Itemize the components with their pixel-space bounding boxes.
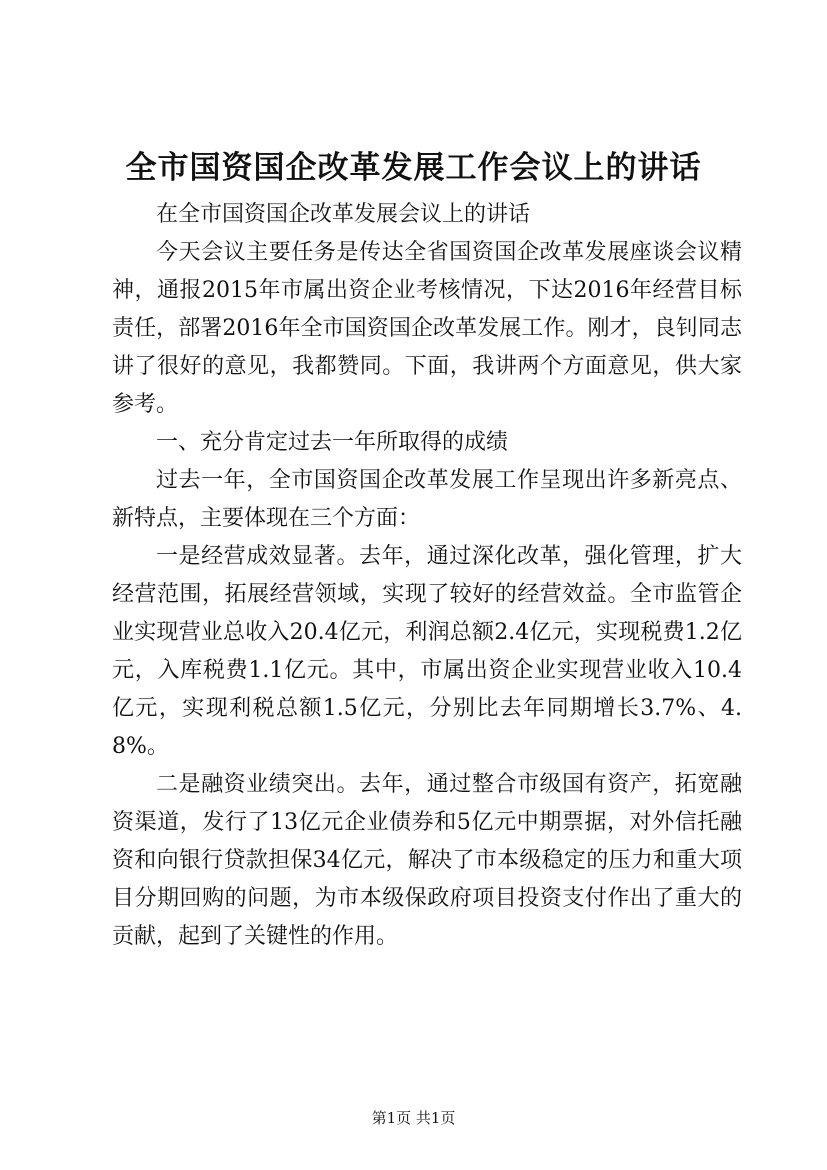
document-body	[112, 196, 742, 956]
page-number-footer: 第1页 共1页	[371, 1109, 456, 1127]
intro-paragraph: 今天会议主要任务是传达全省国资国企改革发展座谈会议精神，通报2015年市属出资企业考核情况，下达2016年经营目标责任，部署2016年全市国资国企改革发展工作。刚才，良钊同志讲了很好的意见，我都赞同。下面，我讲两个方面意见，供大家参考。	[112, 240, 742, 417]
subtitle-paragraph: 在全市国资国企改革发展会议上的讲话	[156, 202, 531, 227]
document-title: 全市国资国企改革发展工作会议上的讲话	[125, 150, 702, 186]
body-paragraph: 过去一年，全市国资国企改革发展工作呈现出许多新亮点、新特点，主要体现在三个方面：	[112, 468, 742, 531]
body-paragraph: 一是经营成效显著。去年，通过深化改革，强化管理，扩大经营范围，拓展经营领域，实现了较好的经营效益。全市监管企业实现营业总收入20.4亿元，利润总额2.4亿元，实现税费1.2亿元，入库税费1.1亿元。其中，市属出资企业实现营业收入10.4亿元，实现利税总额1.5亿元，分别比去年同期增长3.7%、4.8%。	[112, 544, 742, 759]
section-heading: 一、充分肯定过去一年所取得的成绩	[156, 430, 509, 455]
body-paragraph: 二是融资业绩突出。去年，通过整合市级国有资产，拓宽融资渠道，发行了13亿元企业债券和5亿元中期票据，对外信托融资和向银行贷款担保34亿元，解决了市本级稳定的压力和重大项目分期回购的问题，为市本级保政府项目投资支付作出了重大的贡献，起到了关键性的作用。	[112, 772, 742, 949]
